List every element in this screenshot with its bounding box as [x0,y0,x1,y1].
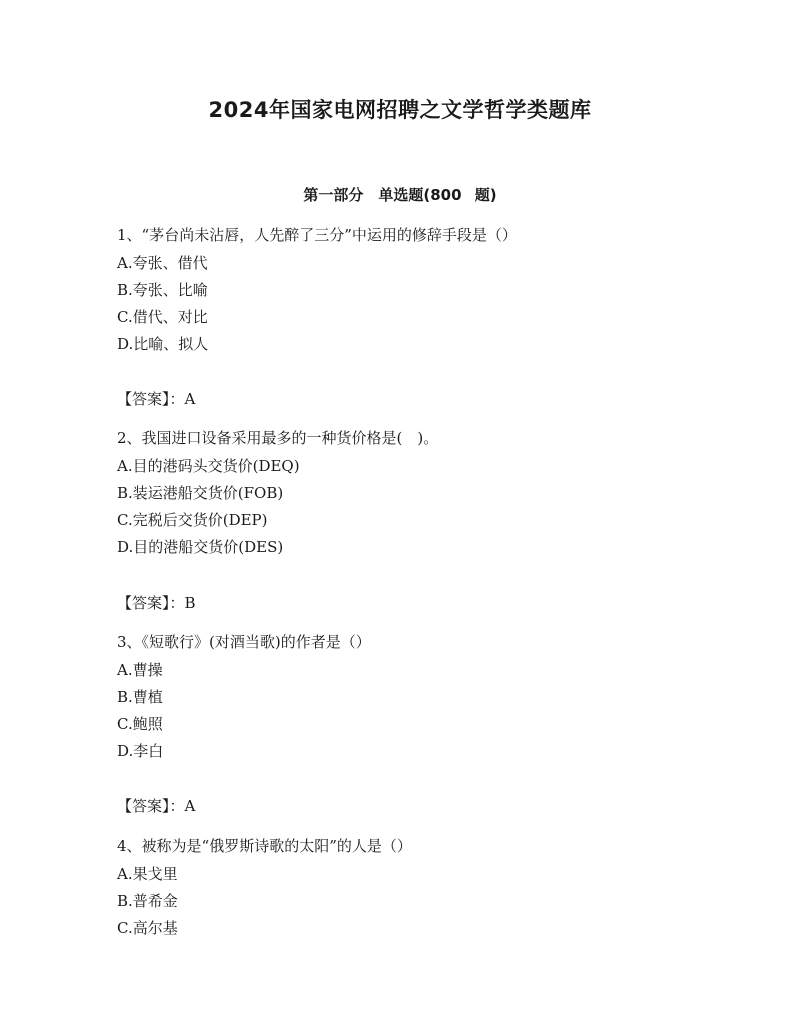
question-option: C.鲍照 [117,715,163,733]
question-option: A.果戈里 [117,865,178,883]
question-stem: 4、被称为是“俄罗斯诗歌的太阳”的人是（） [117,837,412,855]
question-option: C.借代、对比 [117,308,208,326]
question-option: B.普希金 [117,892,178,910]
question-option: A.夸张、借代 [117,254,208,272]
answer-line: 【答案】：A [117,390,196,408]
answer-line: 【答案】：B [117,594,196,612]
document-title: 2024年国家电网招聘之文学哲学类题库 [208,98,592,122]
question-stem: 1、“茅台尚未沾唇，人先醉了三分”中运用的修辞手段是（） [117,226,517,244]
question-option: B.曹植 [117,688,163,706]
question-option: A.曹操 [117,661,163,679]
section-title: 第一部分 单选题(800 题) [303,186,497,204]
question-option: C.高尔基 [117,919,178,937]
answer-line: 【答案】：A [117,797,196,815]
question-option: C.完税后交货价(DEP) [117,511,268,529]
question-option: B.夸张、比喻 [117,281,208,299]
question-option: D.目的港船交货价(DES) [117,538,284,556]
question-stem: 3、《短歌行》(对酒当歌)的作者是（） [117,633,371,651]
question-option: D.比喻、拟人 [117,335,209,353]
question-option: A.目的港码头交货价(DEQ) [117,457,300,475]
question-option: B.装运港船交货价(FOB) [117,484,284,502]
question-stem: 2、我国进口设备采用最多的一种货价格是( )。 [117,429,439,447]
question-option: D.李白 [117,742,164,760]
